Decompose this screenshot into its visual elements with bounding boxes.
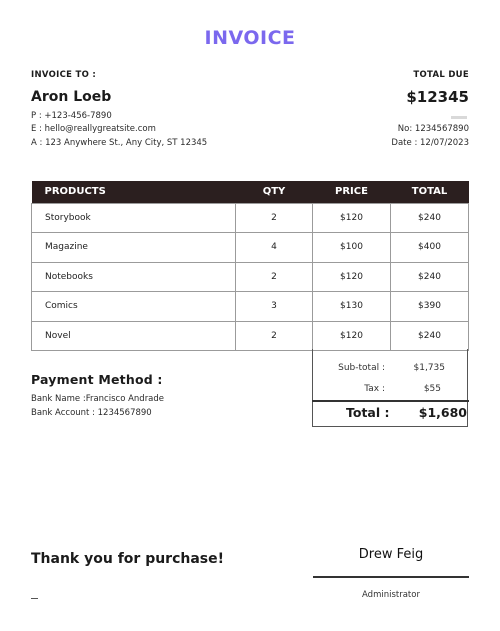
total-divider <box>312 400 469 402</box>
total-due-amount: $12345 <box>406 88 469 106</box>
tax-value: $55 <box>423 384 441 394</box>
cell-total: $240 <box>391 321 469 351</box>
cell-total: $240 <box>391 262 469 292</box>
table-row <box>32 321 469 351</box>
footer-mark <box>31 598 38 599</box>
signer-name: Drew Feig <box>358 547 424 562</box>
divider-dash <box>451 116 467 119</box>
invoice-number: No: 1234567890 <box>397 124 469 134</box>
cell-price: $100 <box>313 233 391 263</box>
cell-price: $120 <box>313 203 391 233</box>
customer-address: A : 123 Anywhere St., Any City, ST 12345 <box>31 138 208 148</box>
header-qty: QTY <box>236 181 313 203</box>
tax-label: Tax : <box>364 384 385 394</box>
table-header-row <box>32 181 469 203</box>
signer-role: Administrator <box>362 590 420 600</box>
bank-name: Bank Name :Francisco Andrade <box>31 394 165 404</box>
invoice-to-label: INVOICE TO : <box>31 70 97 80</box>
cell-price: $130 <box>313 292 391 322</box>
grand-total-value: $1,680 <box>418 405 467 420</box>
table-row <box>32 203 469 233</box>
cell-qty: 2 <box>236 262 313 292</box>
grand-total-label: Total : <box>346 405 390 420</box>
cell-total: $390 <box>391 292 469 322</box>
subtotal-label: Sub-total : <box>338 363 385 373</box>
cell-qty: 2 <box>236 203 313 233</box>
cell-total: $240 <box>391 203 469 233</box>
table-row <box>32 292 469 322</box>
header-products: PRODUCTS <box>32 181 236 203</box>
total-due-label: TOTAL DUE <box>413 70 469 80</box>
header-total: TOTAL <box>391 181 469 203</box>
cell-product: Magazine <box>32 233 236 263</box>
cell-product: Comics <box>32 292 236 322</box>
cell-total: $400 <box>391 233 469 263</box>
bank-account: Bank Account : 1234567890 <box>31 408 152 418</box>
table-row <box>32 262 469 292</box>
cell-qty: 2 <box>236 321 313 351</box>
cell-price: $120 <box>313 321 391 351</box>
invoice-title: INVOICE <box>204 27 296 49</box>
header-price: PRICE <box>313 181 391 203</box>
items-table <box>31 181 469 351</box>
customer-email: E : hello@reallygreatsite.com <box>31 124 156 134</box>
customer-name: Aron Loeb <box>31 89 112 105</box>
cell-qty: 4 <box>236 233 313 263</box>
cell-product: Storybook <box>32 203 236 233</box>
signature-line <box>313 576 469 578</box>
cell-product: Notebooks <box>32 262 236 292</box>
customer-phone: P : +123-456-7890 <box>31 111 112 121</box>
thank-you-message: Thank you for purchase! <box>31 551 225 567</box>
cell-product: Novel <box>32 321 236 351</box>
payment-method-title: Payment Method : <box>31 372 163 387</box>
invoice-date: Date : 12/07/2023 <box>391 138 469 148</box>
subtotal-value: $1,735 <box>413 363 445 373</box>
table-row <box>32 233 469 263</box>
cell-price: $120 <box>313 262 391 292</box>
cell-qty: 3 <box>236 292 313 322</box>
